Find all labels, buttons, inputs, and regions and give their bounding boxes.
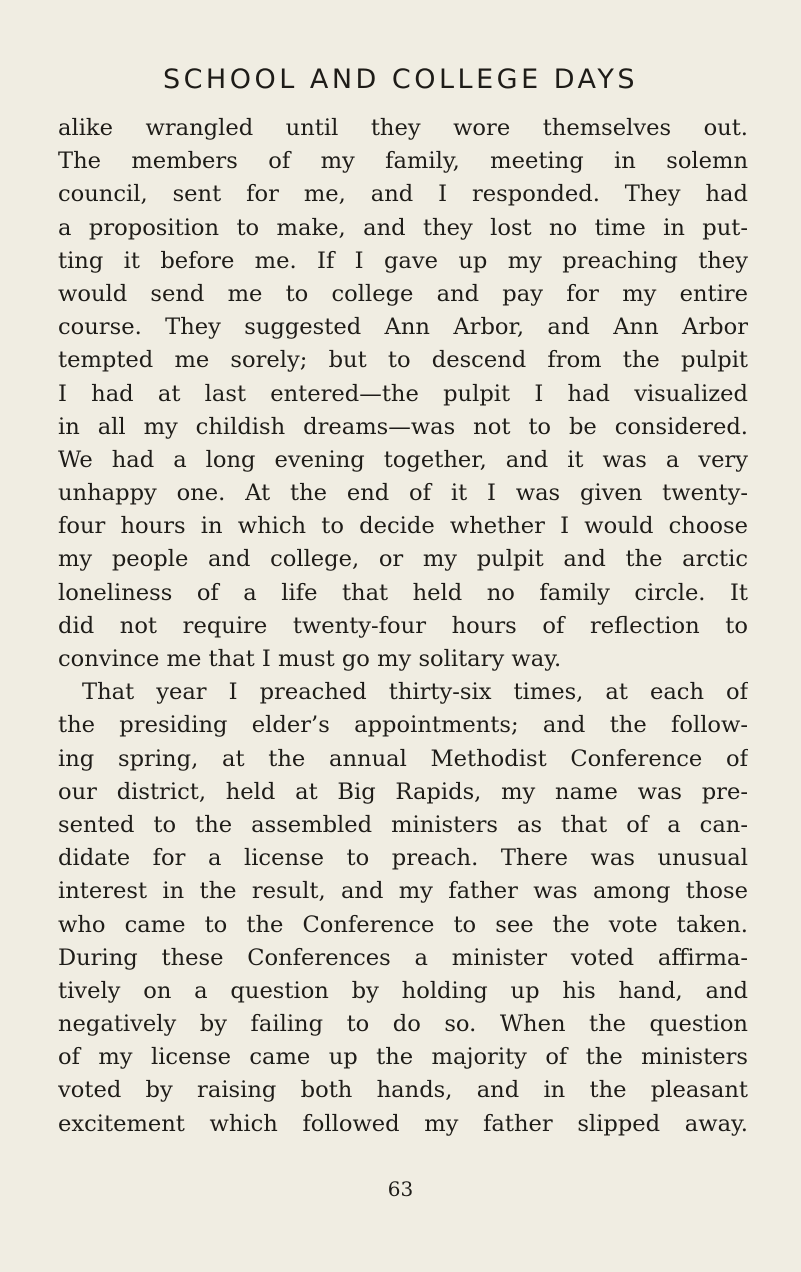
text-line: alike wrangled until they wore themselves out. [58,115,748,141]
text-line: tempted me sorely; but to descend from the pulpit [58,347,748,374]
text-line: in all my childish dreams—was not to be considered. [58,413,748,440]
text-line: course. They suggested Ann Arbor, and Ann Arbor [58,314,748,341]
text-line: our district, held at Big Rapids, my name was pre- [58,778,748,805]
text-line: four hours in which to decide whether I would choose [58,513,748,540]
text-line: negatively by failing to do so. When the question [58,1011,748,1038]
text-line: a proposition to make, and they lost no time in put- [58,214,748,241]
text-line: the presiding elder’s appointments; and the follow- [58,712,748,739]
text-line: unhappy one. At the end of it I was given twenty- [58,480,748,507]
text-line: of my license came up the majority of the ministers [58,1044,748,1071]
text-line-paragraph-start: That year I preached thirty-six times, at each of [82,679,748,706]
text-line: council, sent for me, and I responded. They had [58,181,748,208]
text-line: voted by raising both hands, and in the pleasant [58,1077,748,1104]
text-line: loneliness of a life that held no family circle. It [58,579,748,606]
text-line: I had at last entered—the pulpit I had visualized [58,380,748,407]
text-line: tively on a question by holding up his hand, and [58,977,748,1004]
text-line: did not require twenty-four hours of reflection to [58,612,748,639]
text-line: sented to the assembled ministers as that of a can- [58,811,748,838]
text-line: interest in the result, and my father was among those [58,878,748,905]
text-line-paragraph-end: convince me that I must go my solitary way. [58,646,562,672]
text-line: would send me to college and pay for my entire [58,280,748,307]
text-line: ting it before me. If I gave up my preaching they [58,247,748,274]
running-head: SCHOOL AND COLLEGE DAYS [162,64,639,95]
body-text [58,112,748,1141]
text-line: excitement which followed my father slipped away. [58,1110,748,1137]
text-line: We had a long evening together, and it was a very [58,446,748,473]
text-line: ing spring, at the annual Methodist Conference of [58,745,748,772]
text-line: didate for a license to preach. There was unusual [58,845,748,872]
page-number: 63 [387,1177,414,1201]
text-line: During these Conferences a minister voted affirma- [58,944,748,971]
text-line: my people and college, or my pulpit and the arctic [58,546,748,573]
text-line: The members of my family, meeting in solemn [58,148,748,175]
text-line: who came to the Conference to see the vote taken. [58,911,748,938]
